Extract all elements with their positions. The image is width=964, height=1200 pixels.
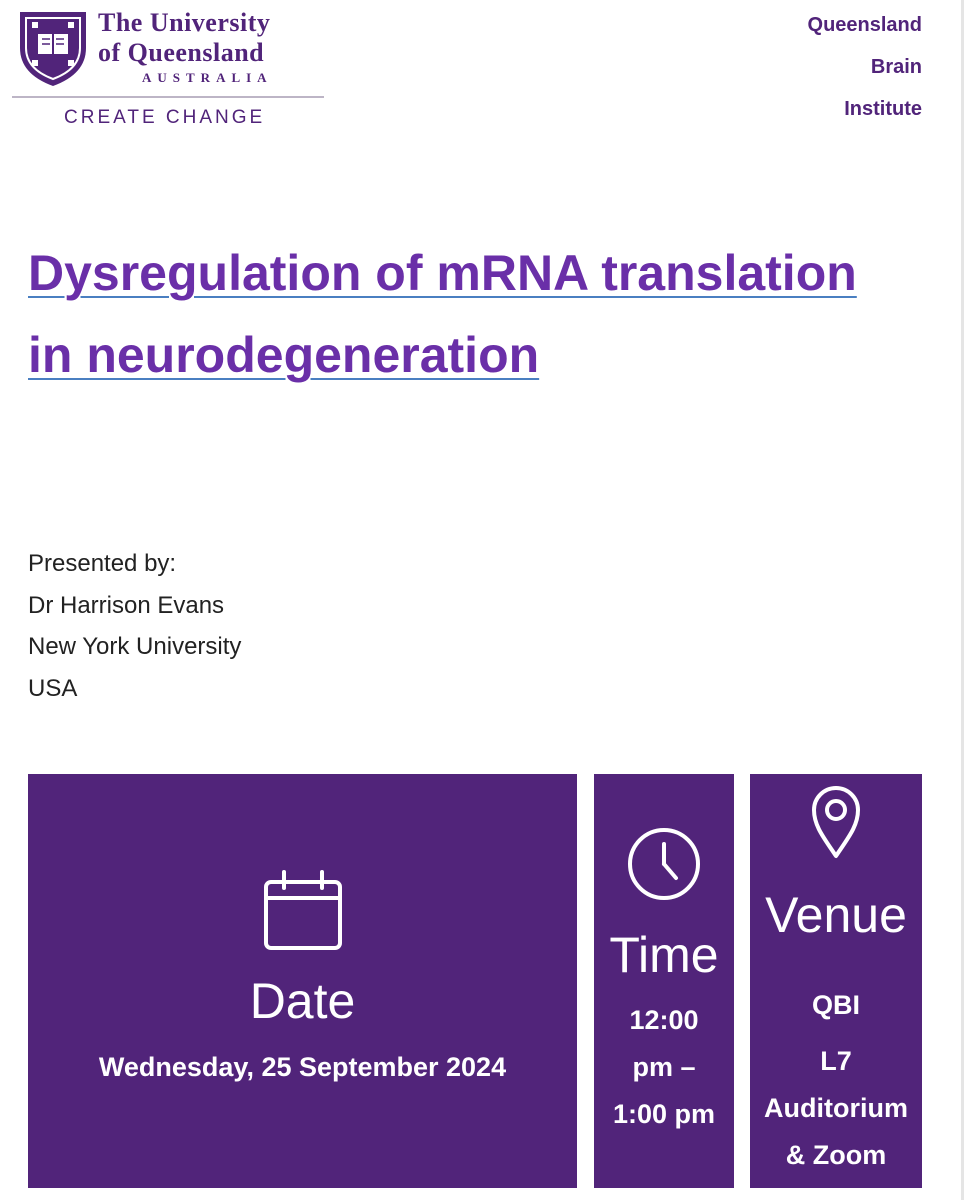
clock-icon <box>626 826 702 902</box>
university-name-line1: The University <box>98 8 271 37</box>
institute-name <box>808 4 922 130</box>
uq-crest-icon <box>14 8 92 88</box>
institute-line: Brain <box>870 56 922 78</box>
institute-line: Institute <box>844 98 922 120</box>
time-heading: Time <box>609 927 719 983</box>
tagline: CREATE CHANGE <box>64 107 266 128</box>
venue-line: L7 <box>820 1046 852 1076</box>
event-title[interactable] <box>28 232 928 396</box>
date-value: Wednesday, 25 September 2024 <box>98 1052 507 1082</box>
uq-logo <box>12 4 326 130</box>
logo-divider <box>12 96 324 98</box>
time-line: 1:00 pm <box>612 1099 716 1129</box>
presenter-block <box>28 543 241 709</box>
presenter-affiliation: New York University <box>28 633 242 660</box>
venue-heading: Venue <box>765 887 907 943</box>
event-title-link-line1[interactable]: Dysregulation of mRNA translation <box>28 245 857 301</box>
time-line: 12:00 <box>629 1005 699 1035</box>
presenter-name: Dr Harrison Evans <box>28 591 225 619</box>
presenter-label: Presented by: <box>28 550 177 577</box>
venue-line: Auditorium <box>764 1093 908 1123</box>
venue-card <box>750 774 922 1188</box>
event-title-link-line2[interactable]: in neurodegeneration <box>28 327 540 383</box>
date-heading: Date <box>249 973 356 1029</box>
time-line: pm – <box>632 1052 696 1082</box>
calendar-icon <box>262 870 344 952</box>
presenter-country: USA <box>28 674 78 702</box>
institute-line: Queensland <box>807 14 922 36</box>
venue-line: QBI <box>811 990 860 1020</box>
venue-line: & Zoom <box>785 1140 887 1170</box>
university-country: AUSTRALIA <box>142 70 273 85</box>
time-card <box>594 774 734 1188</box>
date-card <box>28 774 577 1188</box>
location-pin-icon <box>810 784 862 860</box>
university-name-line2: of Queensland <box>98 38 265 67</box>
